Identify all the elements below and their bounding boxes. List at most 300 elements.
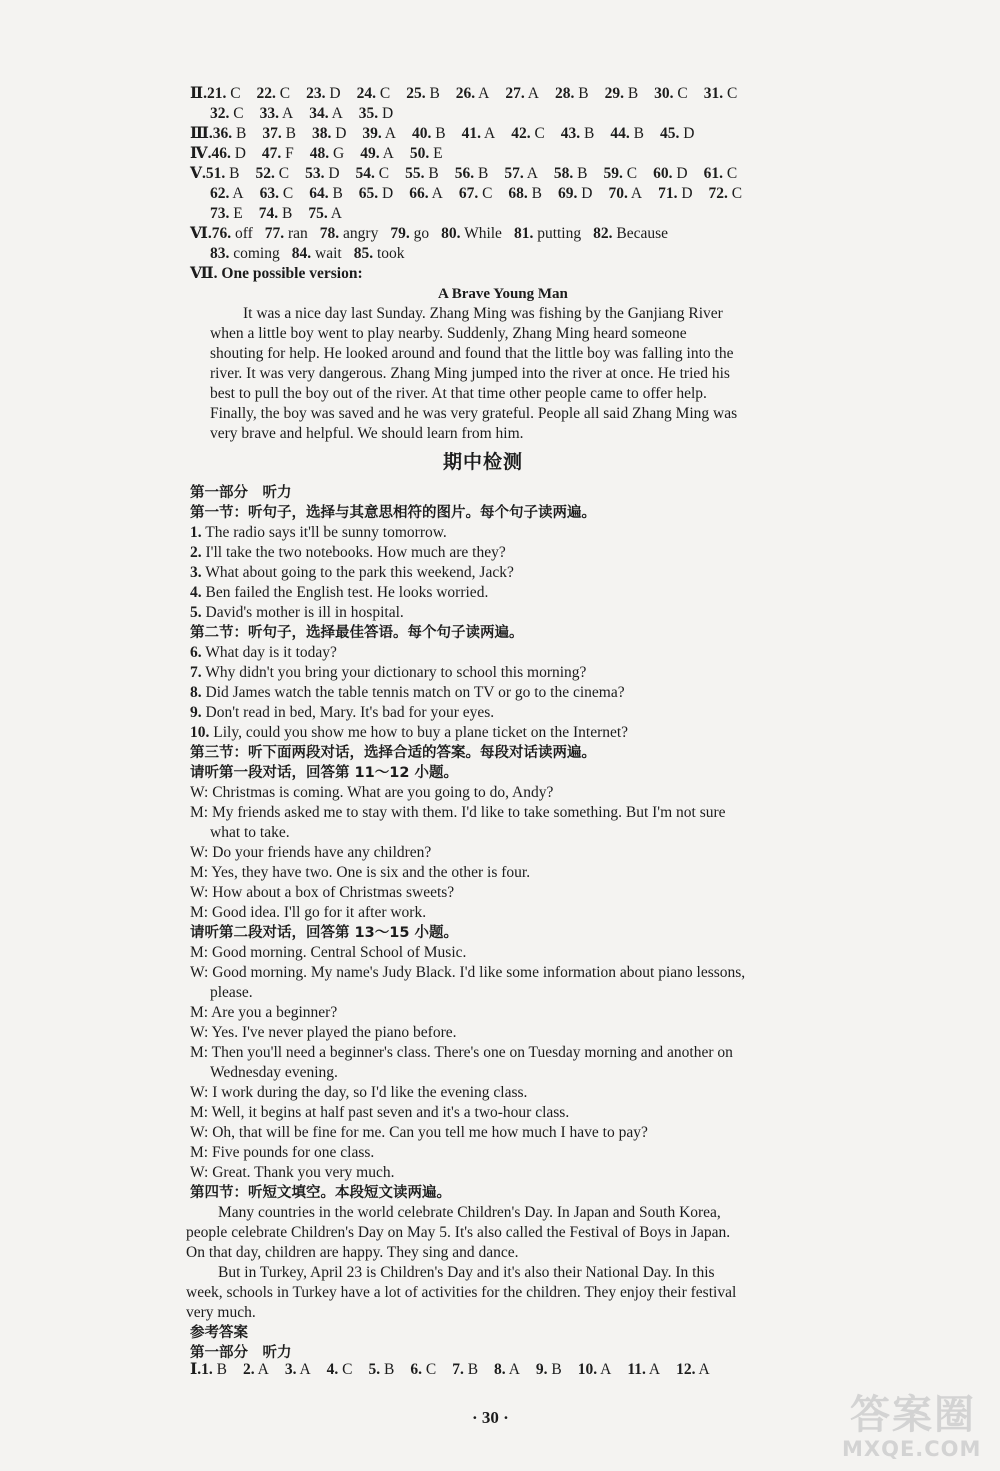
question-number: 54. — [355, 165, 375, 182]
answer-item — [257, 84, 291, 104]
answer-item — [243, 1360, 269, 1380]
essay-line: Finally, the boy was saved and he was very grateful. People all said Zhang Ming was — [210, 405, 738, 422]
item-text: Did James watch the table tennis match on TV or go to the cinema? — [201, 684, 625, 701]
listening-item — [190, 583, 488, 603]
question-number: 81. — [513, 225, 534, 242]
watermark-text: 答案圈 — [850, 1392, 976, 1438]
question-number: 67. — [458, 185, 479, 202]
answer-value: D — [230, 145, 246, 162]
answer-item — [456, 84, 490, 104]
answer-item — [210, 204, 243, 224]
item-number: 3. — [190, 564, 202, 581]
answer-item — [604, 164, 638, 184]
answer-item — [654, 84, 688, 104]
answer-item — [441, 224, 502, 244]
answer-item — [462, 124, 496, 144]
answer-item — [709, 184, 743, 204]
question-number: 31. — [703, 85, 724, 102]
question-number: 79. — [390, 225, 410, 242]
answer-value: B — [573, 165, 588, 182]
question-number: 74. — [258, 205, 279, 222]
question-number: 60. — [653, 165, 673, 182]
answer-value: C — [478, 185, 493, 202]
dialog-line: please. — [210, 984, 253, 1001]
answer-item — [210, 244, 280, 264]
section-instruction: 第三节：听下面两段对话，选择合适的答案。每段对话读两遍。 — [190, 745, 596, 761]
question-number: 24. — [356, 85, 376, 102]
answer-value: C — [722, 165, 738, 182]
answer-item — [190, 84, 241, 104]
dialog-line: W: Do your friends have any children? — [190, 844, 432, 861]
passage-line: people celebrate Children's Day on May 5. It's also called the Festival of Boys in Japan. — [186, 1224, 731, 1241]
answer-value: D — [677, 185, 693, 202]
section-title: 期中检测 — [443, 451, 524, 473]
roman-numeral: Ⅰ. — [190, 1361, 202, 1378]
item-text: The radio says it'll be sunny tomorrow. — [201, 524, 447, 541]
question-number: 21. — [206, 85, 227, 102]
item-text: What about going to the park this weekend, Jack? — [201, 564, 514, 581]
answer-value: B — [212, 1361, 227, 1378]
listening-item — [190, 683, 625, 703]
answer-value: coming — [229, 245, 280, 262]
listening-item — [190, 703, 494, 723]
page-number: · 30 · — [472, 1408, 509, 1427]
section-instruction: 第二节：听句子，选择最佳答语。每个句子读两遍。 — [190, 625, 524, 641]
question-number: 30. — [654, 85, 674, 102]
answer-value: D — [331, 125, 347, 142]
question-number: 48. — [309, 145, 330, 162]
answer-value: A — [523, 165, 538, 182]
answer-value: B — [629, 125, 644, 142]
answer-item — [305, 164, 339, 184]
question-number: 40. — [412, 125, 432, 142]
answer-item — [285, 1360, 311, 1380]
dialog-intro: 请听第一段对话，回答第 11～12 小题。 — [190, 765, 458, 781]
answer-row — [190, 224, 680, 244]
answer-item — [554, 164, 588, 184]
answer-value: D — [577, 185, 593, 202]
answer-item — [410, 1360, 436, 1380]
item-text: Lily, could you show me how to buy a plane ticket on the Internet? — [209, 724, 629, 741]
answer-item — [455, 164, 489, 184]
answer-value: A — [695, 1361, 710, 1378]
question-number: 8. — [494, 1361, 506, 1378]
dialog-line: M: Yes, they have two. One is six and the other is four. — [190, 864, 531, 881]
answer-value: C — [723, 85, 738, 102]
answer-item — [362, 124, 396, 144]
answer-item — [610, 124, 644, 144]
question-number: 46. — [211, 145, 231, 162]
answer-value: Because — [612, 225, 668, 242]
question-number: 47. — [261, 145, 282, 162]
item-number: 7. — [190, 664, 202, 681]
answer-value: While — [460, 225, 502, 242]
question-number: 58. — [553, 165, 574, 182]
answer-item — [704, 164, 738, 184]
answer-value: C — [374, 165, 390, 182]
question-number: 11. — [627, 1361, 646, 1378]
answer-item — [627, 1360, 660, 1380]
answer-row — [190, 1360, 726, 1380]
answer-value: B — [232, 125, 247, 142]
answer-value: C — [673, 85, 688, 102]
question-number: 78. — [319, 225, 340, 242]
answer-value: ran — [284, 225, 308, 242]
answer-item — [555, 84, 589, 104]
item-text: Ben failed the English test. He looks worried. — [201, 584, 489, 601]
dialog-line: M: Good morning. Central School of Music. — [190, 944, 467, 961]
answer-value: C — [375, 85, 391, 102]
answer-value: B — [328, 185, 343, 202]
question-number: 25. — [406, 85, 426, 102]
essay-line: shouting for help. He looked around and found that the little boy was falling into the — [210, 345, 734, 362]
question-number: 38. — [311, 125, 332, 142]
answer-item — [256, 164, 290, 184]
question-number: 26. — [455, 85, 476, 102]
answer-item — [459, 184, 493, 204]
answer-row — [190, 84, 753, 104]
question-number: 72. — [708, 185, 728, 202]
answer-value: go — [409, 225, 430, 242]
answer-value: off — [231, 225, 253, 242]
answer-value: A — [524, 85, 539, 102]
answer-item — [312, 124, 346, 144]
question-number: 77. — [264, 225, 285, 242]
dialog-intro: 请听第二段对话，回答第 13～15 小题。 — [190, 925, 458, 941]
answer-row — [190, 164, 753, 184]
dialog-line: M: Well, it begins at half past seven and it's a two-hour class. — [190, 1104, 570, 1121]
answer-value: B — [574, 85, 589, 102]
answer-item — [310, 144, 344, 164]
essay-line: It was a nice day last Sunday. Zhang Ming was fishing by the Ganjiang River — [243, 305, 723, 322]
answer-value: B — [424, 165, 439, 182]
item-number: 9. — [190, 704, 202, 721]
item-number: 8. — [190, 684, 202, 701]
answer-value: B — [380, 1361, 395, 1378]
question-number: 41. — [461, 125, 481, 142]
roman-numeral: Ⅵ. — [190, 225, 212, 242]
passage-line: week, schools in Turkey have a lot of activities for the children. They enjoy their festival — [186, 1284, 737, 1301]
listening-item — [190, 563, 514, 583]
question-number: 85. — [353, 245, 374, 262]
answer-value: A — [296, 1361, 311, 1378]
answer-value: A — [278, 105, 294, 122]
question-number: 53. — [305, 165, 325, 182]
answer-value: A — [381, 125, 396, 142]
answer-item — [412, 124, 446, 144]
answer-item — [658, 184, 692, 204]
answer-item — [190, 1360, 227, 1380]
question-number: 10. — [577, 1361, 598, 1378]
answer-item — [265, 224, 308, 244]
essay-line: very brave and helpful. We should learn from him. — [210, 425, 524, 442]
question-number: 5. — [368, 1361, 381, 1378]
answer-value: C — [229, 105, 244, 122]
answer-item — [558, 184, 592, 204]
answer-item — [578, 1360, 612, 1380]
answer-value: B — [474, 165, 489, 182]
answer-item — [514, 224, 581, 244]
watermark-url: MXQE.COM — [842, 1437, 982, 1461]
watermark-logo — [842, 1383, 992, 1463]
version-label: Ⅶ. One possible version: — [190, 265, 363, 282]
question-number: 71. — [658, 185, 678, 202]
answer-item — [309, 184, 343, 204]
answer-item — [320, 224, 379, 244]
answer-item — [306, 84, 340, 104]
answer-value: B — [463, 1361, 479, 1378]
answer-value: D — [679, 125, 695, 142]
answer-value: C — [274, 165, 290, 182]
answer-item — [262, 124, 296, 144]
question-number: 3. — [284, 1361, 297, 1378]
question-number: 2. — [242, 1361, 255, 1378]
item-number: 10. — [190, 724, 210, 741]
answer-row — [210, 244, 417, 264]
answer-item — [210, 104, 244, 124]
question-number: 36. — [212, 125, 233, 142]
answer-item — [390, 224, 429, 244]
answer-value: E — [229, 205, 243, 222]
answer-value: C — [278, 185, 294, 202]
question-number: 37. — [262, 125, 282, 142]
answer-item — [359, 104, 393, 124]
question-number: 63. — [259, 185, 279, 202]
answer-value: A — [428, 185, 443, 202]
answer-value: E — [429, 145, 443, 162]
answer-value: B — [547, 1361, 562, 1378]
answer-item — [494, 1360, 520, 1380]
question-number: 27. — [505, 85, 525, 102]
question-number: 68. — [508, 185, 528, 202]
answer-value: A — [480, 125, 496, 142]
answer-item — [653, 164, 687, 184]
answer-item — [210, 184, 244, 204]
question-number: 57. — [504, 165, 524, 182]
dialog-line: Wednesday evening. — [210, 1064, 338, 1081]
answer-item — [505, 84, 539, 104]
question-number: 23. — [306, 85, 326, 102]
listening-item — [190, 663, 586, 683]
answer-item — [292, 244, 342, 264]
section-instruction: 第一节：听句子，选择与其意思相符的图片。每个句子读两遍。 — [190, 505, 596, 521]
question-number: 73. — [210, 205, 230, 222]
answer-value: A — [327, 205, 342, 222]
question-number: 51. — [205, 165, 226, 182]
answer-item — [608, 184, 642, 204]
dialog-line: W: Good morning. My name's Judy Black. I'd like some information about piano lessons, — [190, 964, 746, 981]
answer-value: G — [329, 145, 345, 162]
question-number: 83. — [210, 245, 230, 262]
answer-value: A — [229, 185, 244, 202]
passage-line: very much. — [186, 1304, 256, 1321]
answer-item — [511, 124, 545, 144]
answer-value: B — [225, 165, 240, 182]
dialog-line: W: I work during the day, so I'd like the evening class. — [190, 1084, 528, 1101]
question-number: 76. — [211, 225, 232, 242]
question-number: 29. — [604, 85, 624, 102]
dialog-line: what to take. — [210, 824, 290, 841]
answer-item — [405, 164, 439, 184]
answer-value: A — [475, 85, 490, 102]
dialog-line: M: Five pounds for one class. — [190, 1144, 375, 1161]
answer-item — [262, 144, 294, 164]
item-number: 1. — [190, 524, 202, 541]
answer-item — [369, 1360, 395, 1380]
question-number: 69. — [558, 185, 578, 202]
answer-item — [452, 1360, 478, 1380]
answer-value: C — [226, 85, 241, 102]
essay-title: A Brave Young Man — [438, 286, 568, 302]
answer-value: A — [328, 105, 343, 122]
item-number: 4. — [190, 584, 202, 601]
question-number: 56. — [454, 165, 475, 182]
item-number: 6. — [190, 644, 202, 661]
answer-item — [259, 204, 293, 224]
answer-value: wait — [311, 245, 342, 262]
answer-item — [360, 144, 394, 164]
dialog-line: W: Yes. I've never played the piano before. — [190, 1024, 457, 1041]
answer-item — [260, 184, 294, 204]
question-number: 33. — [259, 105, 279, 122]
question-number: 49. — [360, 145, 380, 162]
question-number: 4. — [326, 1361, 339, 1378]
question-number: 34. — [309, 105, 329, 122]
answer-value: B — [431, 125, 446, 142]
essay-line: when a little boy went to play nearby. Suddenly, Zhang Ming heard someone — [210, 325, 687, 342]
question-number: 42. — [511, 125, 531, 142]
answer-value: D — [672, 165, 688, 182]
item-text: What day is it today? — [201, 644, 337, 661]
answer-item — [536, 1360, 562, 1380]
roman-numeral: Ⅳ. — [190, 145, 212, 162]
answer-value: D — [324, 165, 340, 182]
question-number: 44. — [610, 125, 630, 142]
question-number: 12. — [676, 1361, 696, 1378]
roman-numeral: Ⅱ. — [190, 85, 207, 102]
question-number: 43. — [560, 125, 581, 142]
roman-numeral: Ⅴ. — [190, 165, 206, 182]
answer-item — [676, 1360, 710, 1380]
answer-item — [359, 184, 393, 204]
answer-item — [660, 124, 694, 144]
item-text: Don't read in bed, Mary. It's bad for your eyes. — [201, 704, 495, 721]
answer-value: A — [254, 1361, 269, 1378]
answer-item — [704, 84, 738, 104]
answer-value: A — [597, 1361, 612, 1378]
question-number: 59. — [603, 165, 623, 182]
item-number: 2. — [190, 544, 202, 561]
dialog-line: M: Good idea. I'll go for it after work. — [190, 904, 427, 921]
question-number: 70. — [608, 185, 628, 202]
answer-row — [190, 124, 710, 144]
answer-value: A — [645, 1361, 661, 1378]
item-number: 5. — [190, 604, 202, 621]
answer-item — [593, 224, 668, 244]
essay-line: river. It was very dangerous. Zhang Ming jumped into the river at once. He tried his — [210, 365, 730, 382]
answer-item — [356, 164, 390, 184]
question-number: 52. — [255, 165, 275, 182]
answer-item — [309, 104, 343, 124]
passage-line: On that day, children are happy. They sing and dance. — [186, 1244, 519, 1261]
question-number: 84. — [291, 245, 312, 262]
listening-item — [190, 543, 506, 563]
question-number: 45. — [659, 125, 680, 142]
question-number: 1. — [201, 1361, 213, 1378]
passage-line: But in Turkey, April 23 is Children's Day and it's also their National Day. In this — [218, 1264, 715, 1281]
answer-item — [354, 244, 405, 264]
item-text: Why didn't you bring your dictionary to school this morning? — [201, 664, 587, 681]
item-text: I'll take the two notebooks. How much are they? — [201, 544, 506, 561]
reference-heading: 参考答案 — [190, 1325, 248, 1341]
dialog-line: M: Are you a beginner? — [190, 1004, 338, 1021]
answer-item — [190, 224, 253, 244]
answer-item — [409, 184, 443, 204]
answer-item — [308, 204, 342, 224]
answer-value: B — [425, 85, 440, 102]
question-number: 75. — [308, 205, 328, 222]
question-number: 9. — [535, 1361, 548, 1378]
answer-item — [406, 84, 440, 104]
question-number: 64. — [309, 185, 329, 202]
answer-value: F — [281, 145, 294, 162]
answer-value: B — [278, 205, 293, 222]
question-number: 35. — [358, 105, 379, 122]
dialog-line: W: How about a box of Christmas sweets? — [190, 884, 455, 901]
answer-item — [561, 124, 595, 144]
answer-row — [210, 184, 758, 204]
question-number: 80. — [441, 225, 461, 242]
question-number: 55. — [405, 165, 425, 182]
part-heading: 第一部分 听力 — [190, 485, 292, 501]
dialog-line: W: Oh, that will be fine for me. Can you tell me how much I have to pay? — [190, 1124, 648, 1141]
answer-item — [504, 164, 538, 184]
question-number: 50. — [409, 145, 430, 162]
answer-value: C — [530, 125, 545, 142]
question-number: 65. — [358, 185, 379, 202]
answer-value: A — [505, 1361, 520, 1378]
answer-value: C — [727, 185, 743, 202]
question-number: 28. — [554, 85, 575, 102]
answer-value: A — [379, 145, 394, 162]
answer-row — [190, 144, 459, 164]
roman-numeral: Ⅲ. — [190, 125, 213, 142]
answer-item — [605, 84, 639, 104]
dialog-line: M: My friends asked me to stay with them. I'd like to take something. But I'm not sure — [190, 804, 726, 821]
part-heading: 第一部分 听力 — [190, 1345, 292, 1361]
question-number: 39. — [362, 125, 382, 142]
listening-item — [190, 723, 628, 743]
answer-row — [210, 204, 358, 224]
section-instruction: 第四节：听短文填空。本段短文读两遍。 — [190, 1185, 451, 1201]
answer-value: took — [373, 245, 405, 262]
question-number: 32. — [210, 105, 230, 122]
answer-value: A — [627, 185, 643, 202]
answer-value: C — [275, 85, 291, 102]
question-number: 61. — [703, 165, 723, 182]
answer-row — [210, 104, 409, 124]
answer-item — [508, 184, 542, 204]
answer-item — [327, 1360, 353, 1380]
answer-item — [410, 144, 443, 164]
answer-value: B — [580, 125, 595, 142]
answer-value: C — [421, 1361, 437, 1378]
answer-value: B — [623, 85, 639, 102]
answer-value: C — [622, 165, 638, 182]
item-text: David's mother is ill in hospital. — [201, 604, 404, 621]
answer-value: B — [281, 125, 296, 142]
answer-value: putting — [533, 225, 582, 242]
